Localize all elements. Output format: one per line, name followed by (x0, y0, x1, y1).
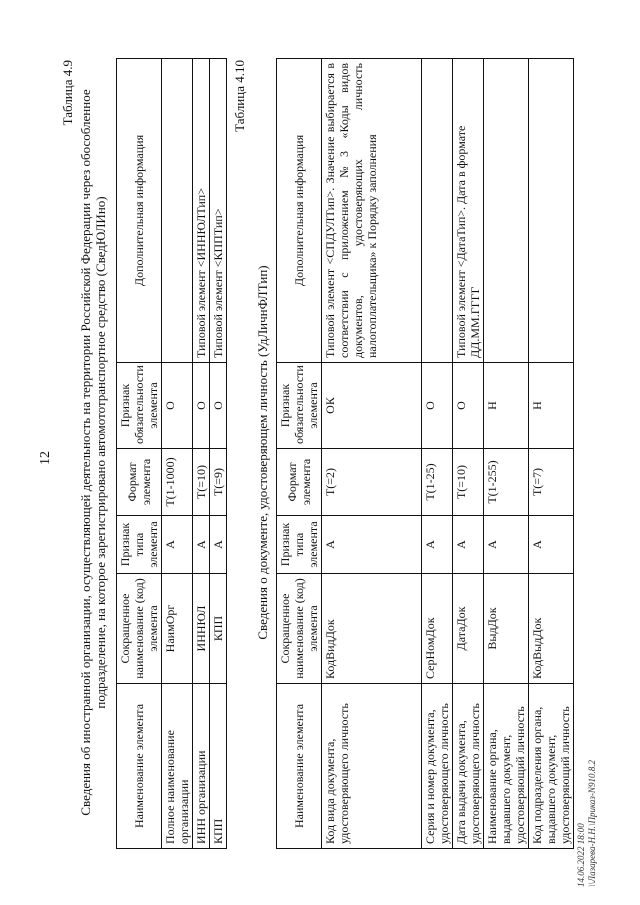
table-4-9-label: Таблица 4.9 (60, 60, 75, 126)
cell: Типовой элемент <КППТип> (210, 59, 227, 363)
col-header: Формат элемента (117, 449, 162, 516)
cell: Код вида документа, удостоверяющего личность (322, 684, 422, 849)
col-header: Сокращенное наименование (код) элемента (117, 574, 162, 684)
col-header: Наименование элемента (117, 684, 162, 849)
cell: А (162, 516, 193, 574)
cell: ИНН организации (193, 684, 210, 849)
cell: О (453, 363, 484, 449)
caption-line-2: подразделение, на которое зарегистрировано автомототранспортное средство (СведЮЛИно) (93, 196, 108, 709)
cell (162, 59, 193, 363)
col-header: Признак типа элемента (117, 516, 162, 574)
table-4-10-label: Таблица 4.10 (232, 60, 247, 132)
cell: А (193, 516, 210, 574)
cell: T(1-255) (484, 449, 529, 516)
cell: КодВыдДок (529, 574, 574, 684)
cell: T(1-1000) (162, 449, 193, 516)
cell: КПП (210, 684, 227, 849)
cell: T(1-25) (422, 449, 453, 516)
cell: О (422, 363, 453, 449)
cell: А (529, 516, 574, 574)
table-row (484, 59, 529, 849)
cell: ВыдДок (484, 574, 529, 684)
table-4-10-caption: Сведения о документе, удостоверяющем личность (УдЛичнФЛТип) (255, 265, 270, 640)
cell: Полное наименование организации (162, 684, 193, 849)
table-row (162, 59, 193, 849)
cell: Типовой элемент <СПДУЛТип>. Значение выбирается в соответствии с приложением №3 «Коды видов документов, удостоверяющих личность налогоплательщика» к Порядку заполнения (322, 59, 422, 363)
col-header: Дополнительная информация (277, 59, 322, 363)
table-header-row (277, 59, 322, 849)
cell: СерНомДок (422, 574, 453, 684)
col-header: Дополнительная информация (117, 59, 162, 363)
cell: ДатаДок (453, 574, 484, 684)
cell: Код подразделения органа, выдавшего документ, удостоверяющий личность (529, 684, 574, 849)
cell: О (210, 363, 227, 449)
cell (484, 59, 529, 363)
cell: Серия и номер документа, удостоверяющего личность (422, 684, 453, 849)
cell: Дата выдачи документа, удостоверяющего личность (453, 684, 484, 849)
table-row (322, 59, 422, 849)
cell: Типовой элемент <ИННЮЛТип> (193, 59, 210, 363)
footer-date: 14.06.2022 18:00 (576, 823, 586, 887)
cell: ИННЮЛ (193, 574, 210, 684)
col-header: Признак обязательности элемента (117, 363, 162, 449)
table-row (193, 59, 210, 849)
cell: КодВидДок (322, 574, 422, 684)
table-row (529, 59, 574, 849)
cell: НаимОрг (162, 574, 193, 684)
cell: T(=9) (210, 449, 227, 516)
cell (529, 59, 574, 363)
table-4-9 (116, 58, 227, 849)
page-number: 12 (38, 451, 53, 465)
cell (422, 59, 453, 363)
cell: О (162, 363, 193, 449)
cell: А (484, 516, 529, 574)
footer-path: \\Лазарева-Н.Н.\Приказ-N910.8.2 (587, 760, 597, 887)
table-row (422, 59, 453, 849)
table-row (453, 59, 484, 849)
cell: О (193, 363, 210, 449)
cell: А (422, 516, 453, 574)
table-row (210, 59, 227, 849)
cell: КПП (210, 574, 227, 684)
cell: T(=7) (529, 449, 574, 516)
footer-stamp (576, 687, 598, 887)
col-header: Признак типа элемента (277, 516, 322, 574)
cell: А (453, 516, 484, 574)
cell: Наименование органа, выдавшего документ, удостоверяющий личность (484, 684, 529, 849)
cell: ОК (322, 363, 422, 449)
cell: А (210, 516, 227, 574)
table-4-10 (276, 58, 574, 849)
cell: Н (529, 363, 574, 449)
table-header-row (117, 59, 162, 849)
col-header: Сокращенное наименование (код) элемента (277, 574, 322, 684)
cell: Типовой элемент <ДатаТип>. Дата в формате ДД.ММ.ГГГГ (453, 59, 484, 363)
col-header: Наименование элемента (277, 684, 322, 849)
cell: T(=10) (453, 449, 484, 516)
col-header: Признак обязательности элемента (277, 363, 322, 449)
caption-line-1: Сведения об иностранной организации, осуществляющей деятельность на территории Российской Федерации через обособленное (78, 89, 93, 816)
cell: Н (484, 363, 529, 449)
cell: А (322, 516, 422, 574)
cell: T(=10) (193, 449, 210, 516)
table-4-9-caption (78, 60, 108, 845)
col-header: Формат элемента (277, 449, 322, 516)
cell: T(=2) (322, 449, 422, 516)
